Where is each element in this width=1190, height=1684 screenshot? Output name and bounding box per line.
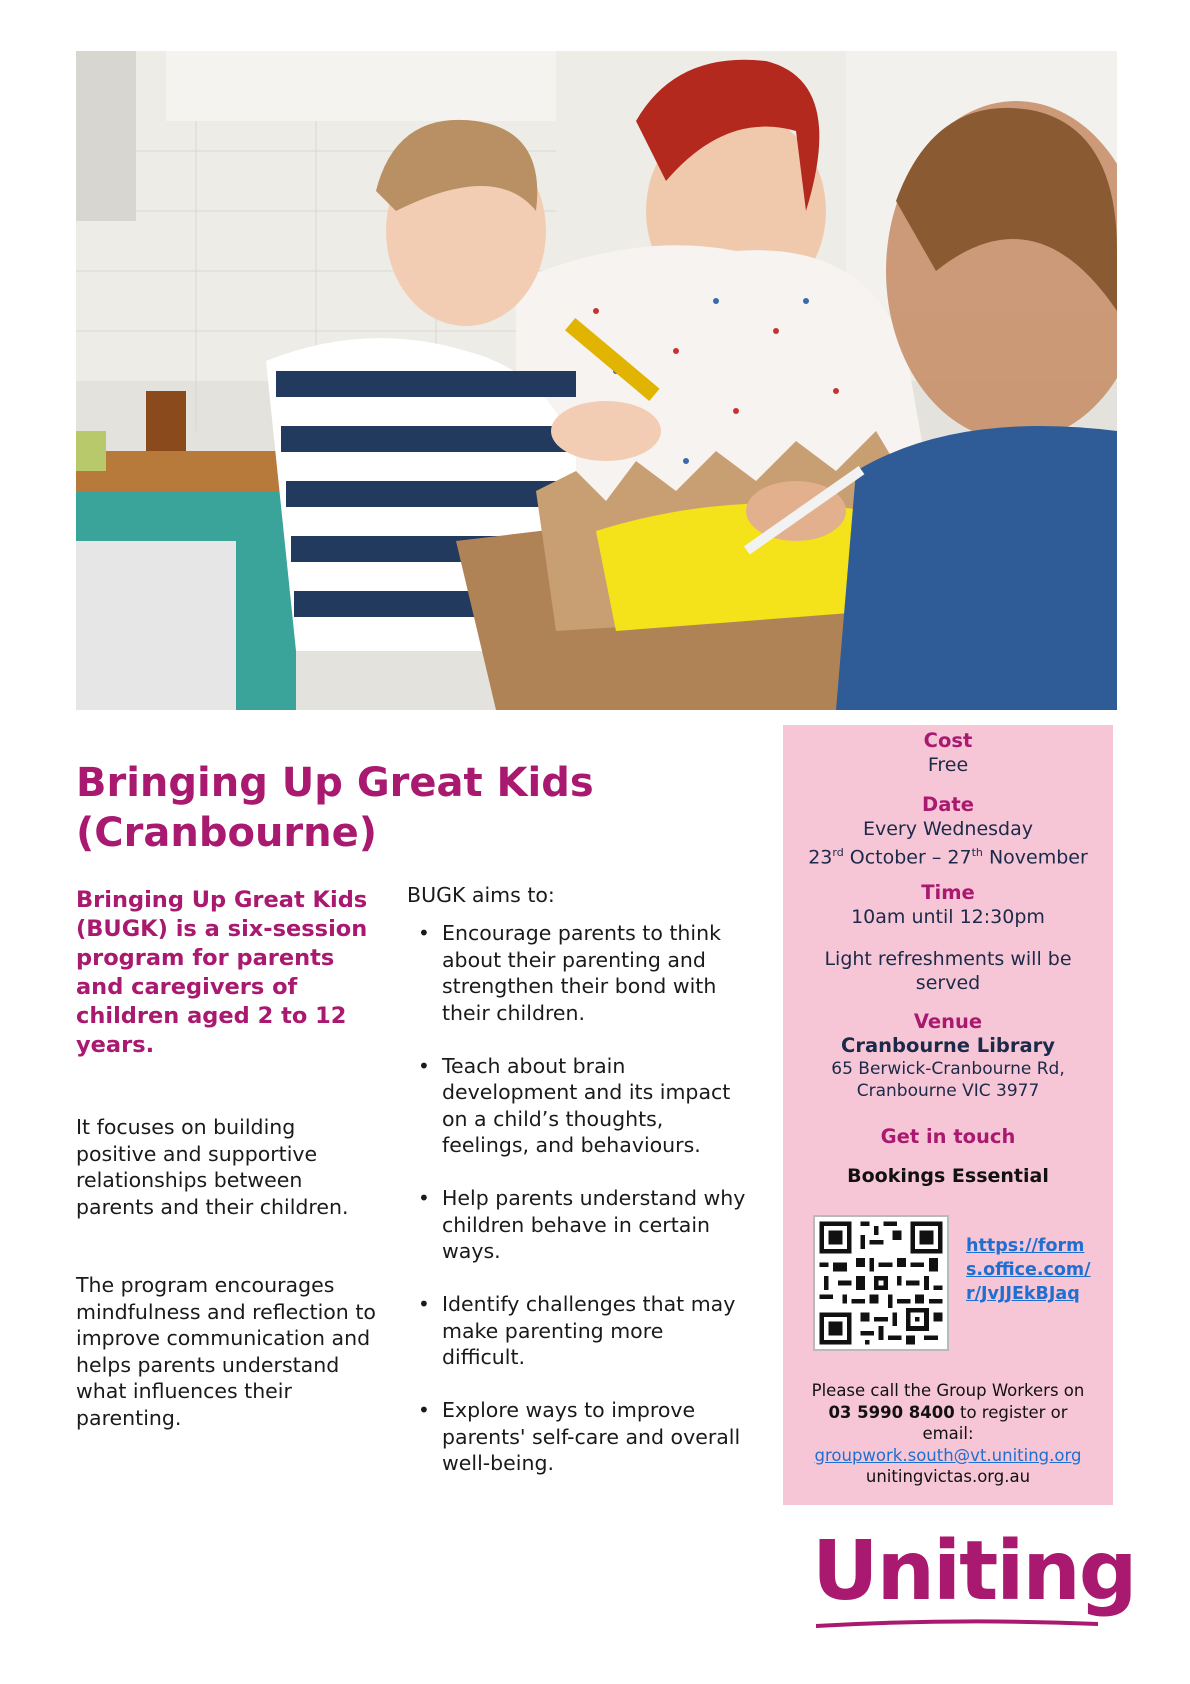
- aims-item: • Explore ways to improve parents' self-care and overall well-being.: [418, 1397, 748, 1477]
- time-value: 10am until 12:30pm: [851, 906, 1045, 928]
- qr-code-icon: [815, 1217, 947, 1349]
- aims-item: • Help parents understand why children behave in certain ways.: [418, 1185, 748, 1265]
- cost-heading: Cost: [923, 729, 973, 752]
- bookings-block: [783, 1165, 1113, 1187]
- date-dash: –: [931, 846, 942, 869]
- end-month: November: [988, 846, 1088, 869]
- aims-item: • Teach about brain development and its impact on a child’s thoughts, feelings, and behaviours.: [418, 1053, 748, 1159]
- venue-address-1: 65 Berwick-Cranbourne Rd,: [831, 1059, 1065, 1079]
- qr-code[interactable]: [813, 1215, 949, 1351]
- end-day: 27: [947, 846, 972, 869]
- page-title: [76, 758, 716, 858]
- family-painting-photo: [76, 51, 1117, 710]
- website-text: unitingvictas.org.au: [865, 1467, 1031, 1486]
- date-block: [783, 793, 1113, 869]
- aims-item: • Identify challenges that may make parenting more difficult.: [418, 1291, 748, 1371]
- venue-name: Cranbourne Library: [841, 1034, 1055, 1057]
- logo-wordmark: Uniting: [812, 1524, 1136, 1619]
- email-label: email:: [922, 1424, 974, 1443]
- logo-swoosh-icon: [812, 1616, 1102, 1628]
- time-block: [783, 881, 1113, 929]
- form-link[interactable]: https://forms.office.com/r/JvJJEkBJaq: [966, 1236, 1091, 1304]
- phone-number[interactable]: 03 5990 8400: [828, 1402, 955, 1422]
- info-panel: [783, 725, 1113, 1505]
- refreshments-text: Light refreshments will be served: [824, 948, 1072, 994]
- uniting-logo: [812, 1524, 1136, 1634]
- call-text-1: Please call the Group Workers on: [811, 1381, 1085, 1400]
- date-line-1: Every Wednesday: [862, 818, 1034, 840]
- title-line-1: Bringing Up Great Kids: [76, 760, 594, 806]
- date-heading: Date: [922, 793, 974, 816]
- email-link[interactable]: groupwork.south@vt.uniting.org: [814, 1445, 1082, 1465]
- contact-block: [783, 1380, 1113, 1488]
- venue-heading: Venue: [913, 1010, 983, 1033]
- cost-block: [783, 729, 1113, 777]
- venue-address-2: Cranbourne VIC 3977: [856, 1081, 1040, 1101]
- contact-heading: Get in touch: [880, 1125, 1016, 1148]
- description-paragraph-1: It focuses on building positive and supportive relationships between parents and their children.: [76, 1115, 349, 1219]
- start-day: 23: [808, 846, 833, 869]
- hero-photo: [76, 51, 1117, 710]
- cost-value: Free: [927, 754, 969, 776]
- date-range: [783, 841, 1113, 869]
- title-line-2: (Cranbourne): [76, 810, 378, 856]
- refreshments-note: [783, 947, 1113, 995]
- aims-intro: BUGK aims to:: [407, 883, 555, 907]
- start-month: October: [849, 846, 926, 869]
- aims-list: [418, 920, 748, 1503]
- description-paragraph-2: The program encourages mindfulness and reflection to improve communication and helps parents understand what influences their parenting.: [76, 1273, 376, 1430]
- start-suffix: rd: [832, 846, 844, 859]
- intro-text: Bringing Up Great Kids (BUGK) is a six-session program for parents and caregivers of children aged 2 to 12 years.: [76, 887, 368, 1058]
- venue-block: [783, 1010, 1113, 1102]
- end-suffix: th: [971, 846, 983, 859]
- aims-item: • Encourage parents to think about their parenting and strengthen their bond with their children.: [418, 920, 748, 1026]
- call-text-2: to register or: [959, 1402, 1068, 1422]
- bookings-essential: Bookings Essential: [847, 1165, 1049, 1187]
- phone-line: [795, 1402, 1101, 1424]
- contact-heading-block: [783, 1125, 1113, 1149]
- time-heading: Time: [921, 881, 975, 904]
